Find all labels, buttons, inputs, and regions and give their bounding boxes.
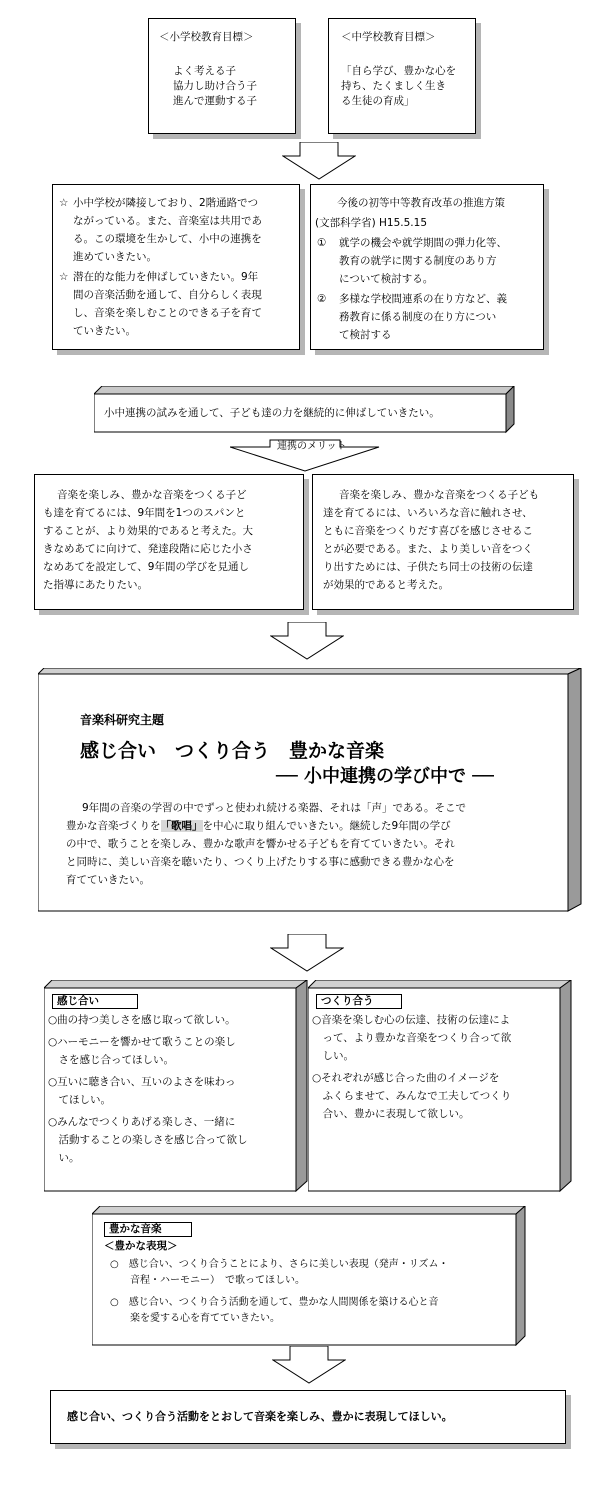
kanjiai-item-2-line-2: さを感じ合ってほしい。 xyxy=(48,1054,174,1066)
tsukuriau-item-1-line-1: ○音楽を楽しむ心の伝達、技術の伝達によ xyxy=(312,1014,511,1026)
merit-left-line-6: た指導にあたりたい。 xyxy=(43,579,148,591)
yutaka-item-1-line-1: ○ 感じ合い、つくり合うことにより、さらに美しい表現（発声・リズム・ xyxy=(110,1259,449,1270)
final-text: 感じ合い、つくり合う活動をとおして音楽を楽しみ、豊かに表現してほしい。 xyxy=(67,1410,453,1423)
elementary-goal-1: よく考える子 xyxy=(173,65,236,77)
merit-left-box xyxy=(34,474,304,610)
tsukuriau-item-2-line-1: ○それぞれが感じ合った曲のイメージを xyxy=(312,1072,500,1084)
background-left-item-2-line-4: ていきたい。 xyxy=(73,325,136,337)
policy-marker-2: ② xyxy=(317,293,327,305)
merit-right-line-2: 達を育てるには、いろいろな音に触れさせ、 xyxy=(323,507,533,519)
tsukuriau-item-1-line-2: って、より豊かな音楽をつくり合って欲 xyxy=(312,1032,512,1044)
star-icon: ☆ xyxy=(59,197,69,209)
down-arrow-icon xyxy=(272,1346,346,1384)
down-arrow-icon xyxy=(282,142,356,180)
banner-text: 小中連携の試みを通して、子ども達の力を継続的に伸ばしていきたい。 xyxy=(104,407,440,419)
junior-high-goals-title: ＜中学校教育目標＞ xyxy=(341,31,436,43)
merit-right-box xyxy=(312,474,574,610)
yutaka-item-2-line-1: ○ 感じ合い、つくり合う活動を通して、豊かな人間関係を築ける心と音 xyxy=(110,1297,439,1308)
theme-body-line-4: と同時に、美しい音楽を聴いたり、つくり上げたりする事に感動できる豊かな心を xyxy=(66,856,455,868)
star-icon: ☆ xyxy=(59,271,69,283)
background-left-item-2-line-1: 潜在的な能力を伸ばしていきたい。9年 xyxy=(73,271,259,283)
policy-item-1-line-1: 就学の機会や就学期間の弾力化等、 xyxy=(339,237,507,249)
kanjiai-item-1: ○曲の持つ美しさを感じ取って欲しい。 xyxy=(48,1014,236,1026)
background-left-box xyxy=(52,184,300,350)
kanjiai-item-3-line-1: ○互いに聴き合い、互いのよさを味わっ xyxy=(48,1076,236,1088)
background-left-item-1-line-3: る。この環境を生かして、小中の連携を xyxy=(73,233,262,245)
merit-left-line-1: 音楽を楽しみ、豊かな音楽をつくる子ど xyxy=(57,489,247,501)
theme-body-line-3: の中で、歌うことを楽しみ、豊かな歌声を響かせる子どもを育てていきたい。それ xyxy=(66,838,455,850)
tsukuriau-item-2-line-2: ふくらませて、みんなで工夫してつくり xyxy=(312,1090,512,1102)
background-left-item-1-line-1: 小中学校が隣接しており、2階通路でつ xyxy=(73,197,259,209)
policy-item-1-line-2: 教育の就学に関する制度のあり方 xyxy=(339,255,497,267)
background-right-box xyxy=(310,184,544,350)
theme-body-line-2 xyxy=(66,818,451,835)
background-left-item-1-line-2: ながっている。また、音楽室は共用であ xyxy=(73,215,262,227)
kanjiai-item-4-line-3: い。 xyxy=(48,1152,80,1164)
theme-subtitle: ── 小中連携の学び中で ── xyxy=(276,766,494,787)
singing-highlight: 「歌唱」 xyxy=(160,820,203,832)
down-arrow-icon xyxy=(270,622,344,660)
policy-item-2-line-1: 多様な学校間連系の在り方など、義 xyxy=(339,293,507,305)
merit-left-line-2: も達を育てるには、9年間を1つのスパンと xyxy=(43,507,246,519)
kanjiai-item-4-line-1: ○みんなでつくりあげる楽しさ、一緒に xyxy=(48,1116,236,1128)
junior-high-goal-1: 「自ら学び、豊かな心を xyxy=(341,65,457,77)
merit-right-line-1: 音楽を楽しみ、豊かな音楽をつくる子ども xyxy=(339,489,540,501)
yutaka-item-1-line-2: 音程・ハーモニー） で歌ってほしい。 xyxy=(110,1275,305,1286)
merit-right-line-4: とが必要である。また、より美しい音をつく xyxy=(323,543,533,555)
background-left-item-1-line-4: 進めていきたい。 xyxy=(73,251,157,263)
elementary-goal-3: 進んで運動する子 xyxy=(173,95,257,107)
yutaka-item-2-line-2: 楽を愛する心を育てていきたい。 xyxy=(110,1313,280,1324)
merit-label: 連携のメリット xyxy=(277,441,347,452)
theme-body-line-2-prefix: 豊かな音楽づくりを xyxy=(66,820,161,832)
yutaka-sublabel: ＜豊かな表現＞ xyxy=(104,1240,178,1252)
theme-body-line-5: 育てていきたい。 xyxy=(66,874,150,886)
background-left-item-2-line-3: し、音楽を楽しむことのできる子を育て xyxy=(73,307,262,319)
policy-item-1-line-3: について検討する。 xyxy=(339,273,434,285)
merit-right-line-3: ともに音楽をつくりだす喜びを感じさせるこ xyxy=(323,525,533,537)
merit-left-line-4: きなめあてに向けて、発達段階に応じた小さ xyxy=(43,543,253,555)
policy-item-2-line-2: 務教育に係る制度の在り方につい xyxy=(339,311,497,323)
junior-high-goal-2: 持ち、たくましく生き xyxy=(341,80,446,92)
policy-title: 今後の初等中等教育改革の推進方策 xyxy=(337,197,505,209)
theme-label: 音楽科研究主題 xyxy=(80,713,165,727)
tsukuriau-item-1-line-3: しい。 xyxy=(312,1050,354,1062)
kanjiai-item-2-line-1: ○ハーモニーを響かせて歌うことの楽し xyxy=(48,1036,236,1048)
merit-right-line-5: り出すためには、子供たち同士の技術の伝達 xyxy=(323,561,533,573)
kanjiai-item-3-line-2: てほしい。 xyxy=(48,1094,111,1106)
theme-body-line-2-suffix: を中心に取り組んでいきたい。継続した9年間の学び xyxy=(202,820,451,832)
junior-high-goal-3: る生徒の育成」 xyxy=(341,95,415,107)
merit-left-line-3: することが、より効果的であると考えた。大 xyxy=(43,525,253,537)
theme-title: 感じ合い つくり合う 豊かな音楽 xyxy=(80,740,385,762)
kanjiai-item-4-line-2: 活動することの楽しさを感じ合って欲し xyxy=(48,1134,248,1146)
tsukuriau-item-2-line-3: 合い、豊かに表現して欲しい。 xyxy=(312,1108,470,1120)
elementary-goal-2: 協力し助け合う子 xyxy=(173,80,257,92)
elementary-goals-title: ＜小学校教育目標＞ xyxy=(159,31,254,43)
junior-high-goals-box xyxy=(328,18,476,134)
elementary-goals-box xyxy=(148,18,296,134)
merit-right-line-6: が効果的であると考えた。 xyxy=(323,579,449,591)
tsukuriau-label: つくり合う xyxy=(316,994,402,1009)
theme-body-line-1: 9年間の音楽の学習の中でずっと使われ続ける楽器、それは「声」である。そこで xyxy=(82,802,467,814)
final-box xyxy=(50,1390,566,1444)
merit-left-line-5: なめあてを設定して、9年間の学びを見通し xyxy=(43,561,249,573)
policy-source: (文部科学省) H15.5.15 xyxy=(315,217,428,229)
down-arrow-icon xyxy=(270,934,344,972)
policy-marker-1: ① xyxy=(317,237,327,249)
background-left-item-2-line-2: 間の音楽活動を通して、自分らしく表現 xyxy=(73,289,262,301)
yutaka-label: 豊かな音楽 xyxy=(104,1222,192,1237)
kanjiai-label: 感じ合い xyxy=(52,994,138,1009)
policy-item-2-line-3: て検討する xyxy=(339,329,392,341)
